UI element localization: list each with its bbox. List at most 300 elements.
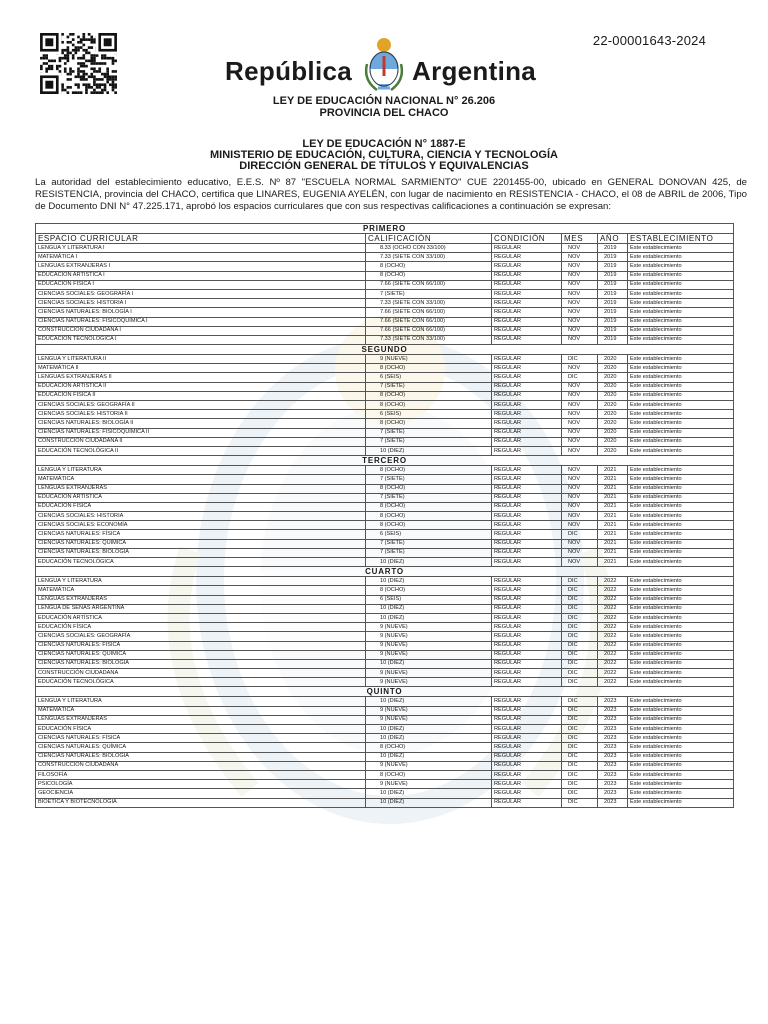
- cell-espacio: EDUCACIÓN TECNOLÓGICA: [36, 558, 366, 567]
- cell-condicion: REGULAR: [492, 317, 562, 326]
- cell-mes: DIC: [562, 706, 598, 715]
- cell-mes: NOV: [562, 475, 598, 484]
- cell-establecimiento: Este establecimiento: [628, 317, 734, 326]
- grades-table: [35, 223, 734, 808]
- cell-condicion: REGULAR: [492, 613, 562, 622]
- cell-mes: NOV: [562, 317, 598, 326]
- cell-espacio: MATEMÁTICA II: [36, 364, 366, 373]
- cell-mes: NOV: [562, 493, 598, 502]
- cell-espacio: LENGUA Y LITERATURA II: [36, 355, 366, 364]
- column-headers: [36, 234, 734, 244]
- cell-mes: DIC: [562, 780, 598, 789]
- table-row: [36, 539, 734, 548]
- cell-calificacion: 6 (SEIS): [366, 530, 492, 539]
- cell-condicion: REGULAR: [492, 770, 562, 779]
- cell-ano: 2019: [598, 253, 628, 262]
- cell-ano: 2022: [598, 632, 628, 641]
- table-row: [36, 502, 734, 511]
- cell-espacio: CIENCIAS NATURALES: FISICOQUÍMICA I: [36, 317, 366, 326]
- cell-condicion: REGULAR: [492, 466, 562, 475]
- table-row: [36, 678, 734, 687]
- cell-ano: 2019: [598, 271, 628, 280]
- cell-mes: DIC: [562, 632, 598, 641]
- cell-calificacion: 10 (DIEZ): [366, 697, 492, 706]
- table-row: [36, 428, 734, 437]
- cell-calificacion: 7 (SIETE): [366, 475, 492, 484]
- cell-calificacion: 9 (NUEVE): [366, 780, 492, 789]
- cell-condicion: REGULAR: [492, 244, 562, 253]
- cell-condicion: REGULAR: [492, 780, 562, 789]
- cell-calificacion: 8 (OCHO): [366, 271, 492, 280]
- table-row: [36, 335, 734, 344]
- cell-espacio: PSICOLOGÍA: [36, 780, 366, 789]
- cell-espacio: CONSTRUCCIÓN CIUDADANA II: [36, 437, 366, 446]
- cell-ano: 2020: [598, 364, 628, 373]
- cell-mes: NOV: [562, 539, 598, 548]
- cell-ano: 2021: [598, 539, 628, 548]
- cell-ano: 2021: [598, 512, 628, 521]
- cell-espacio: EDUCACIÓN TECNOLÓGICA II: [36, 446, 366, 455]
- table-row: [36, 299, 734, 308]
- cell-establecimiento: Este establecimiento: [628, 355, 734, 364]
- table-row: [36, 493, 734, 502]
- table-row: [36, 558, 734, 567]
- cell-calificacion: 8.33 (OCHO CON 33/100): [366, 244, 492, 253]
- cell-mes: DIC: [562, 586, 598, 595]
- cell-ano: 2022: [598, 641, 628, 650]
- cell-mes: NOV: [562, 437, 598, 446]
- cell-espacio: EDUCACIÓN FÍSICA II: [36, 391, 366, 400]
- cell-calificacion: 9 (NUEVE): [366, 669, 492, 678]
- page-title: [0, 52, 768, 96]
- cell-mes: DIC: [562, 659, 598, 668]
- cell-establecimiento: Este establecimiento: [628, 734, 734, 743]
- year-header: [36, 687, 734, 697]
- cell-ano: 2020: [598, 391, 628, 400]
- cell-calificacion: 7.66 (SIETE CON 66/100): [366, 308, 492, 317]
- cell-calificacion: 9 (NUEVE): [366, 641, 492, 650]
- cell-establecimiento: Este establecimiento: [628, 715, 734, 724]
- cell-mes: NOV: [562, 558, 598, 567]
- table-row: [36, 262, 734, 271]
- cell-establecimiento: Este establecimiento: [628, 410, 734, 419]
- cell-establecimiento: Este establecimiento: [628, 382, 734, 391]
- cell-establecimiento: Este establecimiento: [628, 466, 734, 475]
- table-row: [36, 419, 734, 428]
- table-row: [36, 752, 734, 761]
- cell-establecimiento: Este establecimiento: [628, 530, 734, 539]
- table-row: [36, 446, 734, 455]
- cell-calificacion: 9 (NUEVE): [366, 650, 492, 659]
- cell-calificacion: 10 (DIEZ): [366, 604, 492, 613]
- cell-espacio: CIENCIAS NATURALES: BIOLOGÍA: [36, 752, 366, 761]
- year-label: SEGUNDO: [36, 345, 734, 355]
- table-row: [36, 521, 734, 530]
- table-row: [36, 770, 734, 779]
- cell-calificacion: 8 (OCHO): [366, 401, 492, 410]
- cell-calificacion: 7.33 (SIETE CON 33/100): [366, 299, 492, 308]
- cell-espacio: CIENCIAS NATURALES: FISICOQUÍMICA II: [36, 428, 366, 437]
- cell-condicion: REGULAR: [492, 428, 562, 437]
- cell-condicion: REGULAR: [492, 678, 562, 687]
- cell-mes: DIC: [562, 678, 598, 687]
- cell-espacio: MATEMÁTICA: [36, 475, 366, 484]
- cell-establecimiento: Este establecimiento: [628, 262, 734, 271]
- cell-calificacion: 9 (NUEVE): [366, 761, 492, 770]
- cell-ano: 2022: [598, 604, 628, 613]
- cell-establecimiento: Este establecimiento: [628, 289, 734, 298]
- cell-ano: 2019: [598, 244, 628, 253]
- cell-ano: 2021: [598, 530, 628, 539]
- cell-espacio: CIENCIAS NATURALES: BIOLOGÍA II: [36, 419, 366, 428]
- cell-calificacion: 10 (DIEZ): [366, 659, 492, 668]
- cell-calificacion: 7 (SIETE): [366, 493, 492, 502]
- cell-establecimiento: Este establecimiento: [628, 678, 734, 687]
- cell-espacio: CIENCIAS NATURALES: QUÍMICA: [36, 650, 366, 659]
- cell-ano: 2021: [598, 475, 628, 484]
- cell-condicion: REGULAR: [492, 262, 562, 271]
- cell-ano: 2023: [598, 789, 628, 798]
- cell-espacio: CIENCIAS SOCIALES: GEOGRAFÍA II: [36, 401, 366, 410]
- table-row: [36, 289, 734, 298]
- cell-ano: 2019: [598, 317, 628, 326]
- cell-condicion: REGULAR: [492, 391, 562, 400]
- cell-espacio: EDUCACIÓN TECNOLÓGICA I: [36, 335, 366, 344]
- cell-espacio: LENGUAS EXTRANJERAS II: [36, 373, 366, 382]
- cell-establecimiento: Este establecimiento: [628, 512, 734, 521]
- cell-ano: 2020: [598, 437, 628, 446]
- cell-condicion: REGULAR: [492, 623, 562, 632]
- cell-calificacion: 8 (OCHO): [366, 262, 492, 271]
- year-label: PRIMERO: [36, 224, 734, 234]
- cell-ano: 2023: [598, 752, 628, 761]
- year-label: TERCERO: [36, 456, 734, 466]
- table-row: [36, 308, 734, 317]
- cell-condicion: REGULAR: [492, 650, 562, 659]
- cell-ano: 2020: [598, 419, 628, 428]
- cell-espacio: EDUCACIÓN FÍSICA: [36, 725, 366, 734]
- cell-establecimiento: Este establecimiento: [628, 669, 734, 678]
- cell-mes: DIC: [562, 623, 598, 632]
- cell-mes: DIC: [562, 355, 598, 364]
- cell-establecimiento: Este establecimiento: [628, 493, 734, 502]
- cell-establecimiento: Este establecimiento: [628, 632, 734, 641]
- cell-espacio: LENGUA Y LITERATURA: [36, 466, 366, 475]
- table-row: [36, 326, 734, 335]
- cell-condicion: REGULAR: [492, 335, 562, 344]
- cell-espacio: EDUCACIÓN ARTÍSTICA I: [36, 271, 366, 280]
- table-row: [36, 715, 734, 724]
- cell-espacio: CIENCIAS NATURALES: FÍSICA: [36, 734, 366, 743]
- table-row: [36, 577, 734, 586]
- cell-mes: NOV: [562, 512, 598, 521]
- cell-mes: DIC: [562, 641, 598, 650]
- cell-ano: 2023: [598, 715, 628, 724]
- cell-calificacion: 8 (OCHO): [366, 419, 492, 428]
- title-argentina: Argentina: [412, 56, 537, 86]
- cell-espacio: CIENCIAS SOCIALES: ECONOMÍA: [36, 521, 366, 530]
- cell-mes: DIC: [562, 530, 598, 539]
- cell-condicion: REGULAR: [492, 484, 562, 493]
- year-header: [36, 456, 734, 466]
- cell-condicion: REGULAR: [492, 734, 562, 743]
- cell-espacio: MATEMÁTICA I: [36, 253, 366, 262]
- cell-establecimiento: Este establecimiento: [628, 271, 734, 280]
- table-row: [36, 659, 734, 668]
- cell-mes: DIC: [562, 595, 598, 604]
- cell-ano: 2023: [598, 780, 628, 789]
- cell-calificacion: 9 (NUEVE): [366, 632, 492, 641]
- cell-establecimiento: Este establecimiento: [628, 706, 734, 715]
- cell-condicion: REGULAR: [492, 743, 562, 752]
- cell-mes: NOV: [562, 484, 598, 493]
- title-republica: República: [225, 56, 352, 86]
- table-row: [36, 280, 734, 289]
- cell-mes: DIC: [562, 697, 598, 706]
- cell-condicion: REGULAR: [492, 539, 562, 548]
- cell-ano: 2022: [598, 613, 628, 622]
- table-row: [36, 641, 734, 650]
- table-row: [36, 650, 734, 659]
- cell-espacio: LENGUA DE SEÑAS ARGENTINA: [36, 604, 366, 613]
- header-condicion: CONDICIÓN: [492, 234, 562, 244]
- cell-ano: 2022: [598, 577, 628, 586]
- cell-establecimiento: Este establecimiento: [628, 613, 734, 622]
- cell-condicion: REGULAR: [492, 659, 562, 668]
- cell-establecimiento: Este establecimiento: [628, 244, 734, 253]
- cell-condicion: REGULAR: [492, 512, 562, 521]
- cell-mes: DIC: [562, 798, 598, 807]
- cell-ano: 2020: [598, 401, 628, 410]
- cell-establecimiento: Este establecimiento: [628, 428, 734, 437]
- cell-mes: DIC: [562, 752, 598, 761]
- cell-establecimiento: Este establecimiento: [628, 308, 734, 317]
- ministry: MINISTERIO DE EDUCACIÓN, CULTURA, CIENCIA Y TECNOLOGÍA: [210, 149, 558, 161]
- year-label: QUINTO: [36, 687, 734, 697]
- cell-mes: DIC: [562, 770, 598, 779]
- cell-mes: NOV: [562, 401, 598, 410]
- table-row: [36, 706, 734, 715]
- cell-calificacion: 10 (DIEZ): [366, 752, 492, 761]
- year-header: [36, 567, 734, 577]
- cell-establecimiento: Este establecimiento: [628, 780, 734, 789]
- cell-condicion: REGULAR: [492, 475, 562, 484]
- cell-mes: NOV: [562, 382, 598, 391]
- cell-mes: NOV: [562, 280, 598, 289]
- cell-ano: 2021: [598, 521, 628, 530]
- cell-ano: 2021: [598, 466, 628, 475]
- cell-condicion: REGULAR: [492, 558, 562, 567]
- cell-espacio: CIENCIAS SOCIALES: HISTORIA II: [36, 410, 366, 419]
- cell-condicion: REGULAR: [492, 253, 562, 262]
- table-row: [36, 401, 734, 410]
- cell-mes: NOV: [562, 326, 598, 335]
- cell-espacio: CIENCIAS NATURALES: FÍSICA: [36, 530, 366, 539]
- cell-establecimiento: Este establecimiento: [628, 437, 734, 446]
- table-row: [36, 484, 734, 493]
- header-establecimiento: ESTABLECIMIENTO: [628, 234, 734, 244]
- header-ano: AÑO: [598, 234, 628, 244]
- cell-calificacion: 7 (SIETE): [366, 548, 492, 557]
- cell-espacio: LENGUAS EXTRANJERAS: [36, 595, 366, 604]
- cell-espacio: CONSTRUCCIÓN CIUDADANA: [36, 761, 366, 770]
- cell-calificacion: 10 (DIEZ): [366, 734, 492, 743]
- cell-mes: NOV: [562, 428, 598, 437]
- cell-espacio: LENGUAS EXTRANJERAS I: [36, 262, 366, 271]
- cell-mes: DIC: [562, 650, 598, 659]
- cell-establecimiento: Este establecimiento: [628, 364, 734, 373]
- cell-mes: NOV: [562, 335, 598, 344]
- cell-establecimiento: Este establecimiento: [628, 280, 734, 289]
- cell-calificacion: 6 (SEIS): [366, 410, 492, 419]
- table-row: [36, 391, 734, 400]
- cell-mes: NOV: [562, 262, 598, 271]
- cell-condicion: REGULAR: [492, 446, 562, 455]
- cell-espacio: CIENCIAS NATURALES: QUÍMICA: [36, 743, 366, 752]
- cell-mes: NOV: [562, 446, 598, 455]
- cell-condicion: REGULAR: [492, 308, 562, 317]
- cell-calificacion: 8 (OCHO): [366, 521, 492, 530]
- cell-establecimiento: Este establecimiento: [628, 475, 734, 484]
- cell-condicion: REGULAR: [492, 669, 562, 678]
- cell-espacio: EDUCACIÓN FÍSICA: [36, 623, 366, 632]
- cell-mes: NOV: [562, 410, 598, 419]
- cell-ano: 2019: [598, 262, 628, 271]
- cell-calificacion: 10 (DIEZ): [366, 789, 492, 798]
- cell-ano: 2021: [598, 558, 628, 567]
- cell-calificacion: 10 (DIEZ): [366, 725, 492, 734]
- cell-calificacion: 6 (SEIS): [366, 595, 492, 604]
- cell-condicion: REGULAR: [492, 761, 562, 770]
- cell-espacio: CIENCIAS SOCIALES: GEOGRAFÍA: [36, 632, 366, 641]
- cell-mes: NOV: [562, 391, 598, 400]
- table-row: [36, 271, 734, 280]
- cell-ano: 2020: [598, 355, 628, 364]
- cell-ano: 2022: [598, 669, 628, 678]
- cell-establecimiento: Este establecimiento: [628, 623, 734, 632]
- cell-condicion: REGULAR: [492, 706, 562, 715]
- cell-mes: NOV: [562, 419, 598, 428]
- cell-condicion: REGULAR: [492, 373, 562, 382]
- cell-condicion: REGULAR: [492, 364, 562, 373]
- cell-condicion: REGULAR: [492, 437, 562, 446]
- cell-ano: 2023: [598, 743, 628, 752]
- cell-ano: 2019: [598, 308, 628, 317]
- cell-espacio: BIOÉTICA Y BIOTECNOLOGÍA: [36, 798, 366, 807]
- cell-espacio: LENGUAS EXTRANJERAS: [36, 715, 366, 724]
- cell-mes: DIC: [562, 373, 598, 382]
- cell-condicion: REGULAR: [492, 299, 562, 308]
- table-row: [36, 475, 734, 484]
- cell-establecimiento: Este establecimiento: [628, 419, 734, 428]
- cell-condicion: REGULAR: [492, 326, 562, 335]
- table-row: [36, 623, 734, 632]
- cell-mes: NOV: [562, 548, 598, 557]
- table-row: [36, 595, 734, 604]
- cell-condicion: REGULAR: [492, 289, 562, 298]
- cell-calificacion: 8 (OCHO): [366, 391, 492, 400]
- table-row: [36, 613, 734, 622]
- header-espacio: ESPACIO CURRICULAR: [36, 234, 366, 244]
- cell-establecimiento: Este establecimiento: [628, 502, 734, 511]
- table-row: [36, 512, 734, 521]
- table-row: [36, 317, 734, 326]
- cell-calificacion: 8 (OCHO): [366, 502, 492, 511]
- cell-establecimiento: Este establecimiento: [628, 586, 734, 595]
- year-header: [36, 224, 734, 234]
- cell-espacio: CIENCIAS SOCIALES: GEOGRAFÍA I: [36, 289, 366, 298]
- law-national: LEY DE EDUCACIÓN NACIONAL N° 26.206: [272, 95, 496, 107]
- cell-ano: 2020: [598, 446, 628, 455]
- cell-condicion: REGULAR: [492, 595, 562, 604]
- table-row: [36, 410, 734, 419]
- cell-mes: DIC: [562, 743, 598, 752]
- table-row: [36, 548, 734, 557]
- cell-ano: 2021: [598, 548, 628, 557]
- cell-espacio: CIENCIAS NATURALES: BIOLOGÍA I: [36, 308, 366, 317]
- table-row: [36, 697, 734, 706]
- cell-establecimiento: Este establecimiento: [628, 326, 734, 335]
- cell-condicion: REGULAR: [492, 419, 562, 428]
- cell-espacio: EDUCACIÓN ARTÍSTICA: [36, 613, 366, 622]
- cell-establecimiento: Este establecimiento: [628, 725, 734, 734]
- cell-calificacion: 9 (NUEVE): [366, 706, 492, 715]
- cell-establecimiento: Este establecimiento: [628, 335, 734, 344]
- table-row: [36, 373, 734, 382]
- cell-calificacion: 9 (NUEVE): [366, 355, 492, 364]
- cell-mes: NOV: [562, 253, 598, 262]
- cell-establecimiento: Este establecimiento: [628, 373, 734, 382]
- cell-mes: DIC: [562, 577, 598, 586]
- cell-condicion: REGULAR: [492, 725, 562, 734]
- cell-establecimiento: Este establecimiento: [628, 484, 734, 493]
- cell-calificacion: 7.33 (SIETE CON 33/100): [366, 335, 492, 344]
- cell-ano: 2019: [598, 299, 628, 308]
- cell-condicion: REGULAR: [492, 586, 562, 595]
- cell-condicion: REGULAR: [492, 521, 562, 530]
- cell-espacio: MATEMÁTICA: [36, 706, 366, 715]
- cell-ano: 2022: [598, 586, 628, 595]
- cell-condicion: REGULAR: [492, 271, 562, 280]
- cell-ano: 2019: [598, 289, 628, 298]
- cell-establecimiento: Este establecimiento: [628, 595, 734, 604]
- cell-mes: NOV: [562, 289, 598, 298]
- table-row: [36, 743, 734, 752]
- cell-ano: 2019: [598, 326, 628, 335]
- cell-calificacion: 9 (NUEVE): [366, 678, 492, 687]
- table-row: [36, 364, 734, 373]
- cell-espacio: GEOCIENCIA: [36, 789, 366, 798]
- cell-calificacion: 7.33 (SIETE CON 33/100): [366, 253, 492, 262]
- cell-espacio: FILOSOFÍA: [36, 770, 366, 779]
- cell-condicion: REGULAR: [492, 280, 562, 289]
- cell-ano: 2019: [598, 280, 628, 289]
- cell-ano: 2022: [598, 595, 628, 604]
- cell-establecimiento: Este establecimiento: [628, 761, 734, 770]
- cell-condicion: REGULAR: [492, 798, 562, 807]
- table-row: [36, 253, 734, 262]
- cell-mes: DIC: [562, 669, 598, 678]
- table-row: [36, 382, 734, 391]
- table-row: [36, 725, 734, 734]
- cell-condicion: REGULAR: [492, 715, 562, 724]
- cell-condicion: REGULAR: [492, 382, 562, 391]
- direction: DIRECCIÓN GENERAL DE TÍTULOS Y EQUIVALENCIAS: [239, 160, 529, 172]
- cell-espacio: CONSTRUCCIÓN CIUDADANA I: [36, 326, 366, 335]
- cell-establecimiento: Este establecimiento: [628, 650, 734, 659]
- cell-espacio: EDUCACIÓN FÍSICA: [36, 502, 366, 511]
- cell-calificacion: 8 (OCHO): [366, 364, 492, 373]
